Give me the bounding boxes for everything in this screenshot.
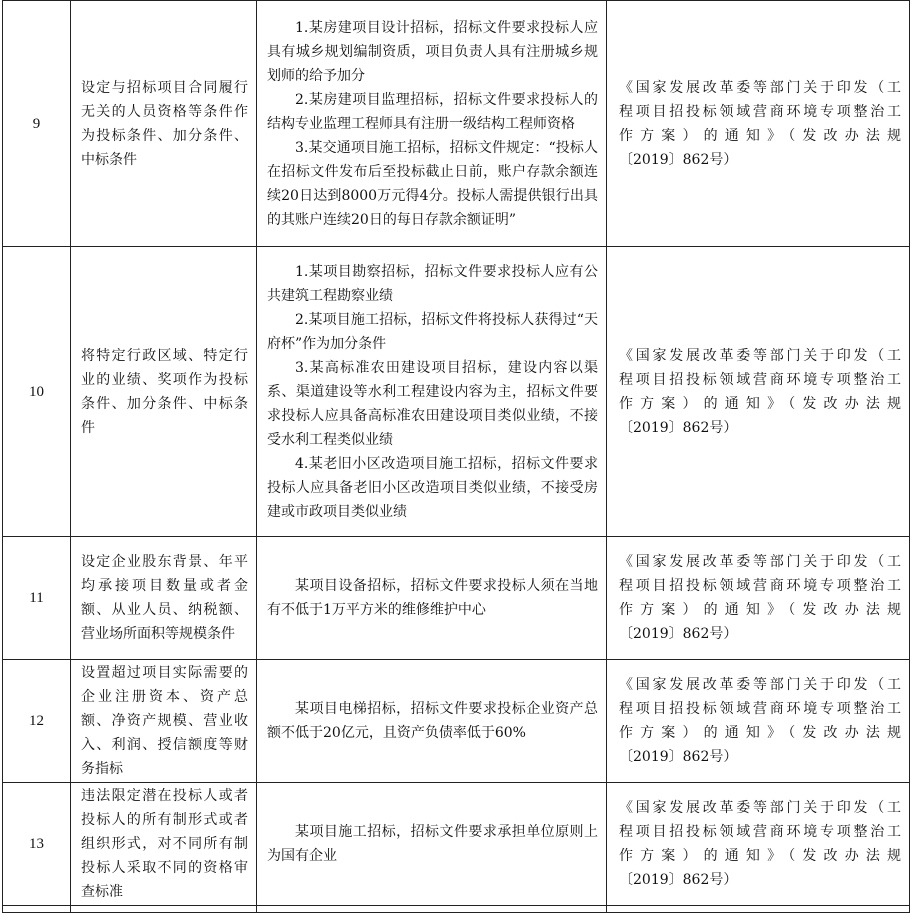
legal-basis-line: 〔2019〕862号） xyxy=(619,749,738,765)
case-example: 1.某房建项目设计招标，招标文件要求投标人应具有城乡规划编制资质，项目负责人具有注册城乡规划师的给予加分 xyxy=(267,19,598,84)
empty-cell xyxy=(257,906,607,913)
legal-basis-line: 《国家发展改革委等部门关于印发（工 xyxy=(619,800,901,816)
legal-basis-line: 〔2019〕862号） xyxy=(619,872,738,888)
legal-basis-line: 〔2019〕862号） xyxy=(619,626,738,642)
legal-basis-line: 《国家发展改革委等部门关于印发（工 xyxy=(619,677,901,693)
legal-basis-line: 《国家发展改革委等部门关于印发（工 xyxy=(619,347,901,364)
legal-basis-line: 程项目招投标领域营商环境专项整治工 xyxy=(619,824,901,840)
legal-basis-line: 〔2019〕862号） xyxy=(619,151,738,168)
case-example: 3.某交通项目施工招标，招标文件规定：“投标人在招标文件发布后至投标截止日前，账户存款余额连续20日达到8000万元得4分。投标人需提供银行出具的其账户连续20日的每日存款余额证明” xyxy=(267,139,598,228)
legal-basis-line: 作方案）的通知》（发改办法规 xyxy=(619,395,901,412)
case-example: 3.某高标准农田建设项目招标，建设内容以渠系、渠道建设等水利工程建设内容为主，招标文件要求投标人应具备高标准农田建设项目类似业绩，不接受水利工程类似业绩 xyxy=(267,359,598,448)
case-example: 2.某项目施工招标，招标文件将投标人获得过“天府杯”作为加分条件 xyxy=(267,311,598,352)
case-example: 1.某项目勘察招标，招标文件要求投标人应有公共建筑工程勘察业绩 xyxy=(267,263,598,304)
case-example: 某项目电梯招标，招标文件要求投标企业资产总额不低于20亿元，且资产负债率低于60% xyxy=(267,701,598,741)
table-row xyxy=(3,660,910,783)
restriction-condition: 设定与招标项目合同履行无关的人员资格等条件作为投标条件、加分条件、中标条件 xyxy=(71,1,257,247)
legal-basis xyxy=(607,1,910,247)
row-number: 9 xyxy=(3,1,71,247)
empty-cell xyxy=(71,906,257,913)
restriction-condition: 设定企业股东背景、年平均承接项目数量或者金额、从业人员、纳税额、营业场所面积等规模条件 xyxy=(71,537,257,660)
table-row xyxy=(3,247,910,537)
case-examples xyxy=(257,537,607,660)
legal-basis-line: 〔2019〕862号） xyxy=(619,419,738,436)
legal-basis xyxy=(607,537,910,660)
empty-cell xyxy=(607,906,910,913)
regulation-table xyxy=(2,0,910,913)
legal-basis-line: 程项目招投标领域营商环境专项整治工 xyxy=(619,701,901,717)
legal-basis-line: 作方案）的通知》（发改办法规 xyxy=(619,725,901,741)
legal-basis-line: 《国家发展改革委等部门关于印发（工 xyxy=(619,79,901,96)
table-row xyxy=(3,1,910,247)
case-examples xyxy=(257,1,607,247)
legal-basis-line: 程项目招投标领域营商环境专项整治工 xyxy=(619,371,901,388)
legal-basis xyxy=(607,660,910,783)
table-row xyxy=(3,783,910,906)
legal-basis-line: 程项目招投标领域营商环境专项整治工 xyxy=(619,578,901,594)
case-example: 某项目施工招标，招标文件要求承担单位原则上为国有企业 xyxy=(267,824,598,864)
legal-basis-line: 作方案）的通知》（发改办法规 xyxy=(619,848,901,864)
restriction-condition: 违法限定潜在投标人或者投标人的所有制形式或者组织形式，对不同所有制投标人采取不同的资格审查标准 xyxy=(71,783,257,906)
empty-cell xyxy=(3,906,71,913)
legal-basis-line: 作方案）的通知》（发改办法规 xyxy=(619,602,901,618)
case-example: 某项目设备招标，招标文件要求投标人须在当地有不低于1万平方米的维修维护中心 xyxy=(267,578,598,618)
restriction-condition: 将特定行政区域、特定行业的业绩、奖项作为投标条件、加分条件、中标条件 xyxy=(71,247,257,537)
table-row-partial xyxy=(3,906,910,913)
row-number: 12 xyxy=(3,660,71,783)
table-row xyxy=(3,537,910,660)
case-examples xyxy=(257,783,607,906)
legal-basis xyxy=(607,247,910,537)
legal-basis-line: 作方案）的通知》（发改办法规 xyxy=(619,127,901,144)
row-number: 10 xyxy=(3,247,71,537)
case-example: 4.某老旧小区改造项目施工招标，招标文件要求投标人应具备老旧小区改造项目类似业绩，不接受房建或市政项目类似业绩 xyxy=(267,455,598,520)
legal-basis xyxy=(607,783,910,906)
row-number: 13 xyxy=(3,783,71,906)
case-examples xyxy=(257,660,607,783)
case-example: 2.某房建项目监理招标，招标文件要求投标人的结构专业监理工程师具有注册一级结构工程师资格 xyxy=(267,91,598,132)
legal-basis-line: 程项目招投标领域营商环境专项整治工 xyxy=(619,103,901,120)
restriction-condition: 设置超过项目实际需要的企业注册资本、资产总额、净资产规模、营业收入、利润、授信额度等财务指标 xyxy=(71,660,257,783)
legal-basis-line: 《国家发展改革委等部门关于印发（工 xyxy=(619,554,901,570)
row-number: 11 xyxy=(3,537,71,660)
case-examples xyxy=(257,247,607,537)
